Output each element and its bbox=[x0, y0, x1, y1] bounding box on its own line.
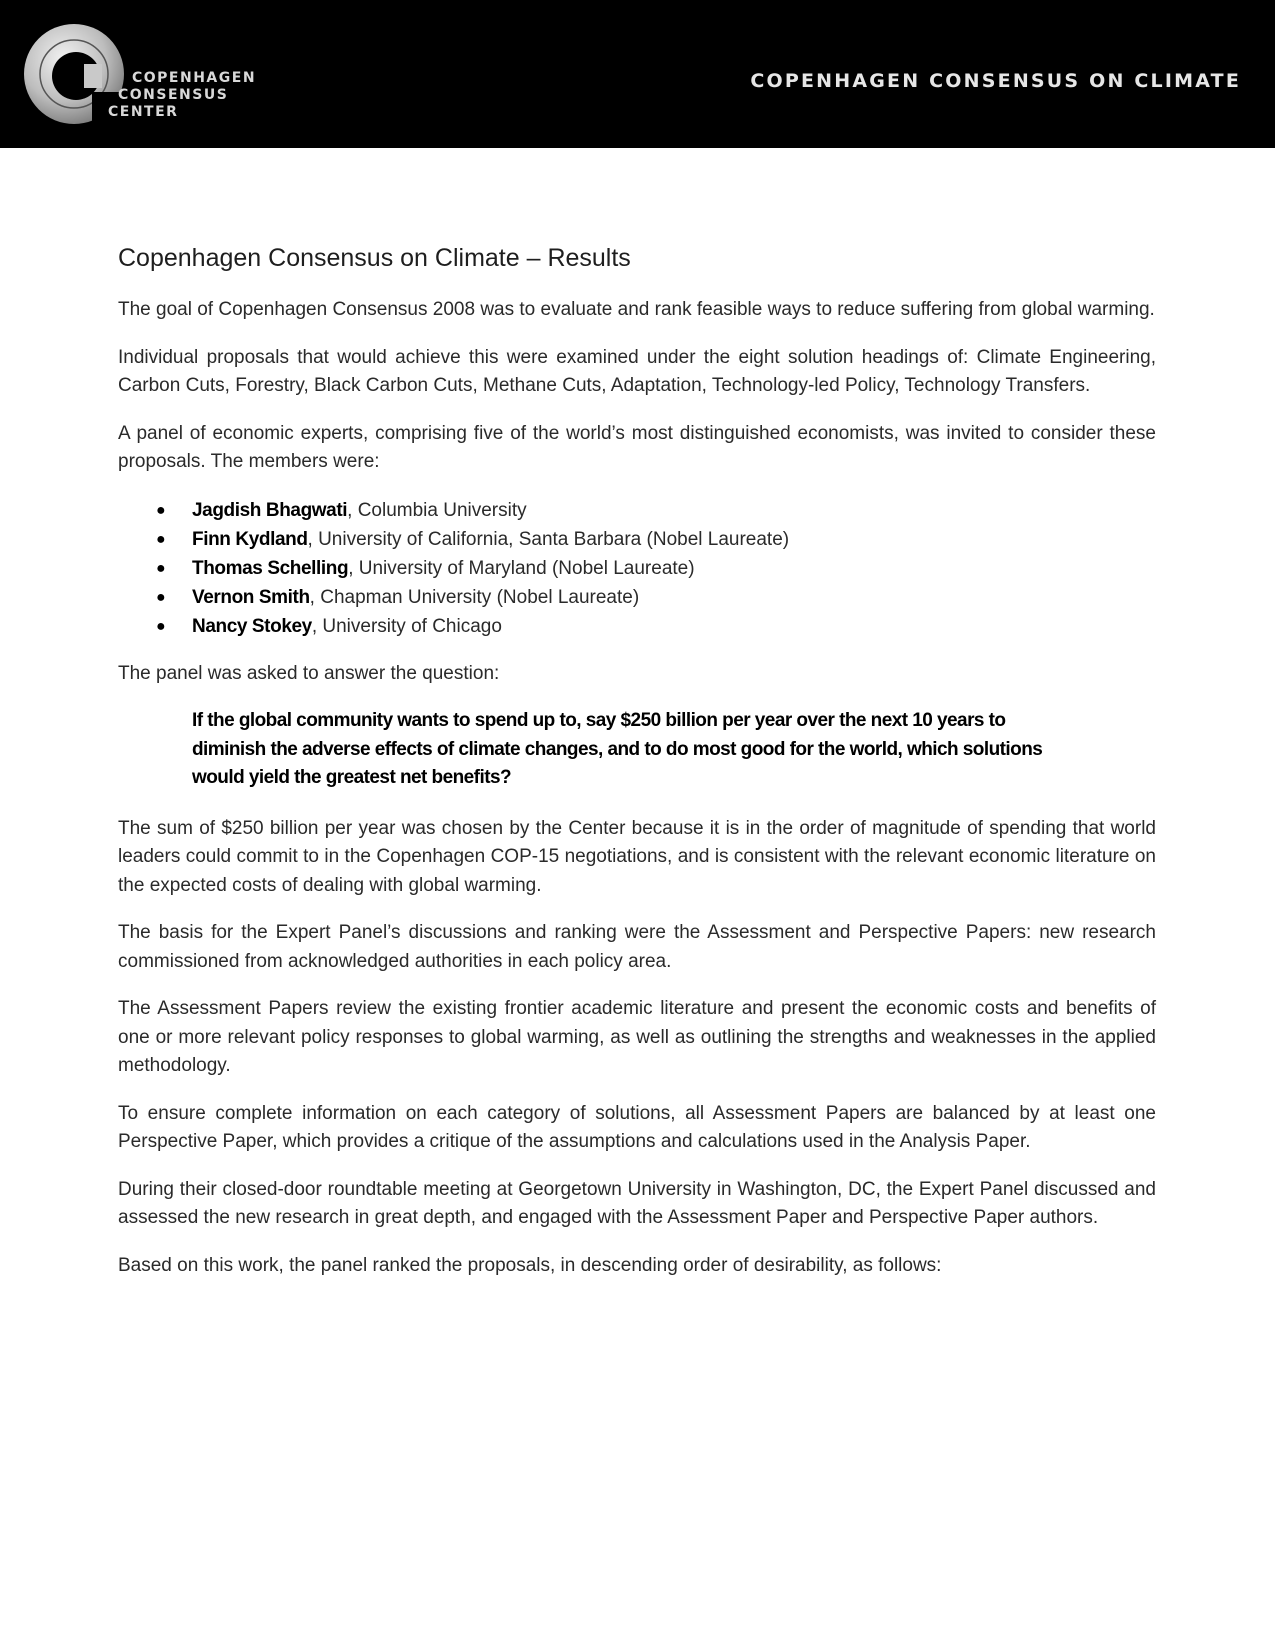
paragraph-proposals: Individual proposals that would achieve this were examined under the eight solution headings of: Climate Engineering, Carbon Cuts, Forestry, Black Carbon Cuts, Methane Cuts, Adaptation, Technology-led Policy, Technology Transfers. bbox=[118, 346, 1156, 396]
member-name: Thomas Schelling bbox=[192, 557, 349, 579]
panel-member-item bbox=[118, 583, 1156, 612]
paragraph-ranking: Based on this work, the panel ranked the proposals, in descending order of desirability, as follows: bbox=[118, 1254, 942, 1276]
member-name: Vernon Smith bbox=[192, 587, 310, 609]
bullet-icon: ● bbox=[156, 530, 166, 548]
logo-wordmark bbox=[108, 70, 256, 121]
member-affiliation: , University of California, Santa Barbara (Nobel Laureate) bbox=[307, 528, 790, 550]
bullet-icon: ● bbox=[156, 618, 166, 636]
logo-line-3: CENTER bbox=[108, 104, 179, 120]
paragraph-meeting: During their closed-door roundtable meeting at Georgetown University in Washington, DC, the Expert Panel discussed and assessed the new research in great depth, and engaged with the Assessment Paper and Perspective Paper authors. bbox=[118, 1178, 1156, 1229]
bullet-icon: ● bbox=[156, 589, 166, 607]
page-header bbox=[0, 0, 1275, 148]
member-affiliation: , Columbia University bbox=[347, 499, 527, 521]
bullet-icon: ● bbox=[156, 501, 166, 519]
logo-line-1: COPENHAGEN bbox=[132, 70, 257, 86]
panel-member-item bbox=[118, 496, 1156, 525]
member-name: Nancy Stokey bbox=[192, 616, 312, 638]
member-name: Jagdish Bhagwati bbox=[192, 499, 348, 521]
panel-members-list bbox=[118, 496, 1156, 642]
logo-line-2: CONSENSUS bbox=[118, 87, 229, 103]
document-body bbox=[118, 240, 1156, 1299]
paragraph-sum: The sum of $250 billion per year was chosen by the Center because it is in the order of magnitude of spending that world leaders could commit to in the Copenhagen COP-15 negotiations, and is consistent with the relevant economic literature on the expected costs of dealing with global warming. bbox=[118, 817, 1156, 896]
panel-member-item bbox=[118, 612, 1156, 641]
bullet-icon: ● bbox=[156, 559, 166, 577]
member-affiliation: , University of Maryland (Nobel Laureate) bbox=[348, 557, 695, 579]
member-affiliation: , Chapman University (Nobel Laureate) bbox=[309, 587, 640, 609]
paragraph-assessment: The Assessment Papers review the existing frontier academic literature and present the economic costs and benefits of one or more relevant policy responses to global warming, as well as outlining the strengths and weaknesses in the applied methodology. bbox=[118, 998, 1156, 1077]
paragraph-goal: The goal of Copenhagen Consensus 2008 was to evaluate and rank feasible ways to reduce suffering from global warming. bbox=[118, 299, 1155, 320]
copenhagen-consensus-center-logo bbox=[20, 20, 260, 130]
member-affiliation: , University of Chicago bbox=[311, 616, 502, 638]
header-title: COPENHAGEN CONSENSUS ON CLIMATE bbox=[750, 70, 1241, 92]
panel-member-item bbox=[118, 554, 1156, 583]
panel-question-quote: If the global community wants to spend up to, say $250 billion per year over the next 10 years to diminish the adverse effects of climate changes, and to do most good for the world, which solutions would yield the greatest net benefits? bbox=[192, 710, 1043, 789]
document-title: Copenhagen Consensus on Climate – Results bbox=[118, 244, 631, 272]
paragraph-basis: The basis for the Expert Panel’s discussions and ranking were the Assessment and Perspective Papers: new research commissioned from acknowledged authorities in each policy area. bbox=[118, 922, 1156, 972]
paragraph-question-intro: The panel was asked to answer the question: bbox=[118, 662, 500, 684]
panel-member-item bbox=[118, 525, 1156, 554]
paragraph-panel-intro: A panel of economic experts, comprising five of the world’s most distinguished economists, was invited to consider these proposals. The members were: bbox=[118, 422, 1156, 472]
member-name: Finn Kydland bbox=[192, 528, 308, 550]
paragraph-ensure: To ensure complete information on each category of solutions, all Assessment Papers are balanced by at least one Perspective Paper, which provides a critique of the assumptions and calculations used in the Analysis Paper. bbox=[118, 1102, 1156, 1153]
